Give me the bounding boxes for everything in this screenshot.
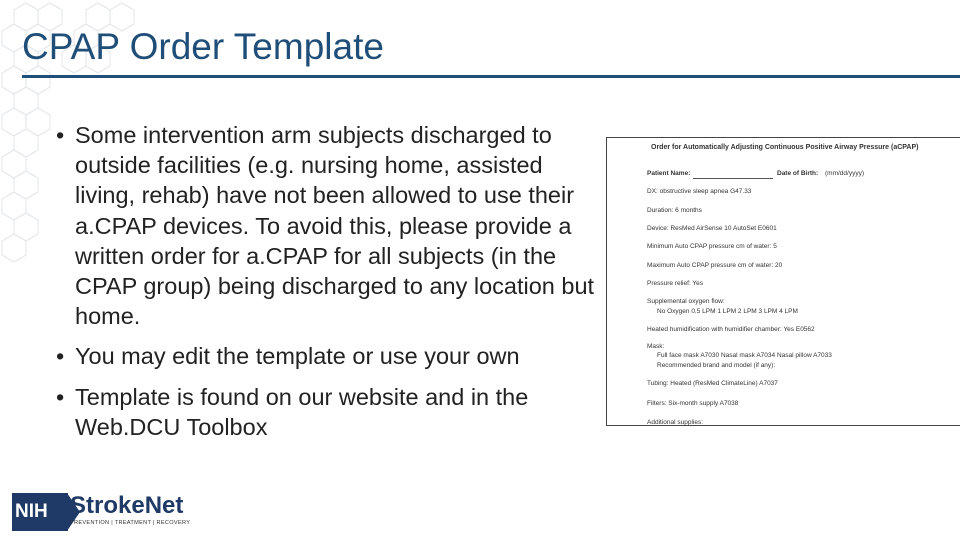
pressure-relief-field: Pressure relief: Yes (647, 280, 704, 287)
dob-label: Date of Birth: (777, 170, 819, 177)
dx-field: DX: obstructive sleep apnea G47.33 (647, 188, 752, 195)
list-item (56, 341, 606, 371)
min-pressure-field: Minimum Auto CPAP pressure cm of water: 5 (647, 243, 777, 250)
bullet-text: You may edit the template or use your own (75, 343, 520, 370)
bullet-text: Template is found on our website and in the Web.DCU Toolbox (75, 383, 529, 440)
tubing-field: Tubing: Heated (ResMed ClimateLine) A7037 (647, 380, 778, 387)
order-form-image (606, 137, 960, 426)
dob-value: (mm/dd/yyyy) (825, 170, 864, 177)
strokenet-tagline: PREVENTION | TREATMENT | RECOVERY (70, 520, 191, 526)
mask-recommended: Recommended brand and model (if any): (657, 362, 776, 369)
oxygen-options: No Oxygen 0.5 LPM 1 LPM 2 LPM 3 LPM 4 LPM (657, 308, 798, 315)
patient-name-line (693, 178, 773, 179)
duration-field: Duration: 6 months (647, 207, 702, 214)
bullet-text: Some intervention arm subjects discharged to outside facilities (e.g. nursing home, assisted living, rehab) have not been allowed to use their a.CPAP devices. To avoid this, please provide a written order for a.CPAP for all subjects (in the CPAP group) being discharged to any location but home. (75, 122, 595, 330)
bullet-list (56, 120, 606, 452)
humidification-field: Heated humidification with humidifier chamber: Yes E0562 (647, 326, 815, 333)
filters-field: Filters: Six-month supply A7038 (647, 400, 739, 407)
max-pressure-field: Maximum Auto CPAP pressure cm of water: 20 (647, 262, 783, 269)
bullet-marker: • (56, 383, 65, 410)
page-title: CPAP Order Template (22, 26, 384, 67)
additional-supplies-field: Additional supplies: (647, 419, 704, 426)
nih-badge: NIH (12, 493, 68, 531)
order-form-title: Order for Automatically Adjusting Continuous Positive Airway Pressure (aCPAP) (651, 144, 919, 151)
bullet-marker: • (56, 122, 65, 148)
list-item (56, 382, 606, 442)
bullet-marker: • (56, 343, 65, 370)
mask-options: Full face mask A7030 Nasal mask A7034 Nasal pillow A7033 (657, 352, 832, 359)
patient-name-label: Patient Name: (647, 170, 691, 177)
strokenet-name: StrokeNet (70, 492, 184, 519)
oxygen-label: Supplemental oxygen flow: (647, 298, 725, 305)
title-underline (22, 75, 960, 78)
mask-label: Mask: (647, 343, 665, 350)
device-field: Device: ResMed AirSense 10 AutoSet E0601 (647, 225, 777, 232)
list-item (56, 120, 606, 331)
